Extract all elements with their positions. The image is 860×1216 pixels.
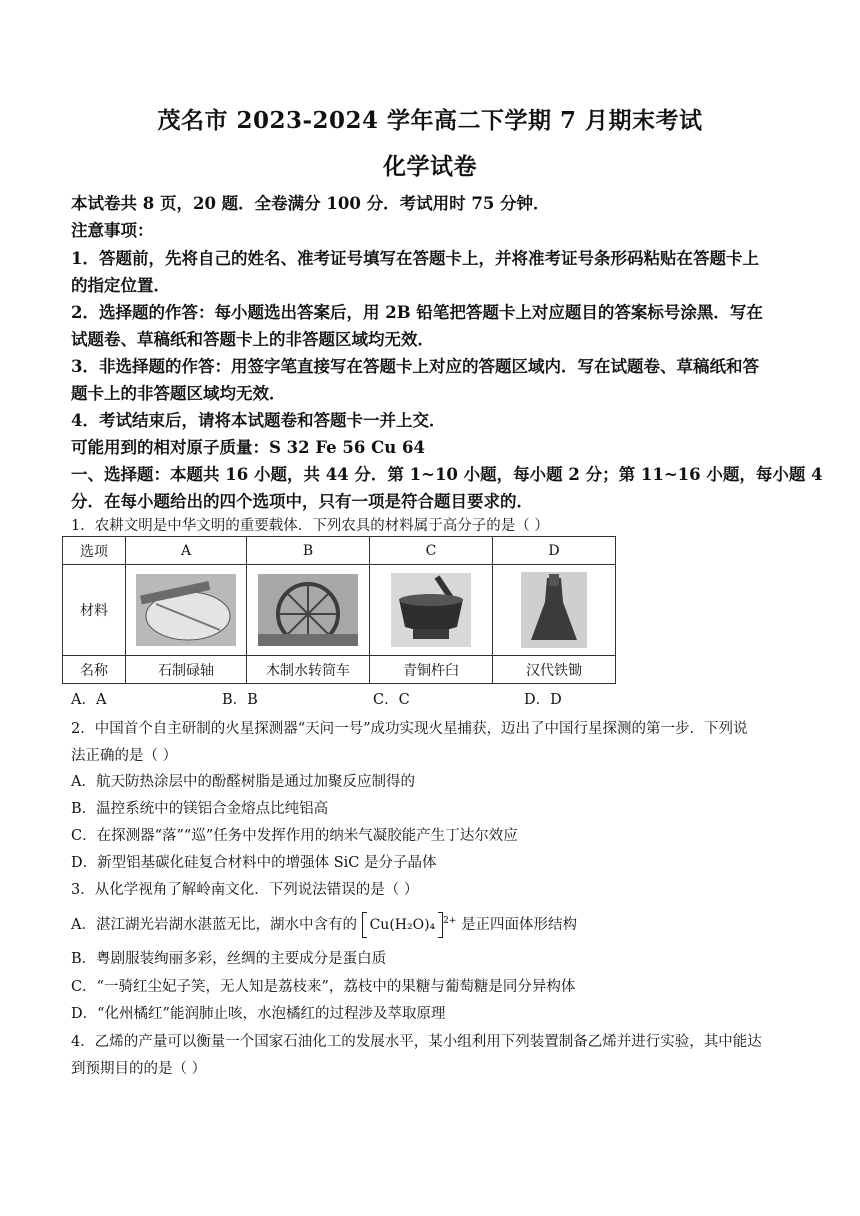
- table-cell: A: [126, 537, 247, 565]
- notice-heading: 注意事项：: [71, 221, 154, 240]
- question-1-options: [71, 688, 791, 708]
- notice-4: 4．考试结束后，请将本试题卷和答题卡一并上交．: [71, 411, 446, 430]
- question-4-stem-line-1: 4．乙烯的产量可以衡量一个国家石油化工的发展水平，某小组利用下列装置制备乙烯并进行实验，其中能达: [71, 1034, 762, 1050]
- notice-2-line-2: 试题卷、草稿纸和答题卡上的非答题区域均无效．: [71, 330, 434, 349]
- complex-ion-formula: Cu(H₂O)₄: [369, 916, 436, 933]
- question-2-option-d: D．新型铝基碳化硅复合材料中的增强体 SiC 是分子晶体: [71, 855, 437, 871]
- notice-3-line-2: 题卡上的非答题区域均无效．: [71, 384, 286, 403]
- page-subtitle: 化学试卷: [383, 153, 477, 180]
- option-c: C．C: [373, 692, 410, 708]
- table-cell: C: [370, 537, 493, 565]
- option-d: D．D: [524, 692, 562, 708]
- question-3-option-d: D．“化州橘红”能润肺止咳，水泡橘红的过程涉及萃取原理: [71, 1006, 446, 1022]
- notice-2-line-1: 2．选择题的作答：每小题选出答案后，用 2B 铅笔把答题卡上对应题目的答案标号涂黑．写在: [71, 303, 763, 322]
- question-3-stem: 3．从化学视角了解岭南文化．下列说法错误的是（ ）: [71, 882, 419, 898]
- left-bracket: [362, 912, 367, 938]
- question-2-stem-line-1: 2．中国首个自主研制的火星探测器“天问一号”成功实现火星捕获，迈出了中国行星探测的第一步．下列说: [71, 721, 748, 737]
- table-row: [63, 537, 616, 565]
- option-a-prefix: A．湛江湖光岩湖水湛蓝无比，湖水中含有的: [71, 916, 357, 933]
- question-4-stem-line-2: 到预期目的的是（ ）: [71, 1061, 207, 1077]
- question-2-stem-line-2: 法正确的是（ ）: [71, 748, 178, 764]
- option-a-suffix: 是正四面体形结构: [461, 916, 578, 933]
- question-3-option-b: B．粤剧服装绚丽多彩，丝绸的主要成分是蛋白质: [71, 951, 387, 967]
- atomic-masses: 可能用到的相对原子质量：S 32 Fe 56 Cu 64: [71, 438, 425, 457]
- table-cell: 材料: [63, 565, 126, 656]
- exam-summary: 本试卷共 8 页，20 题．全卷满分 100 分．考试用时 75 分钟．: [71, 194, 550, 213]
- table-cell: 石制碌轴: [126, 656, 247, 684]
- option-b: B．B: [222, 692, 258, 708]
- table-row: [63, 565, 616, 656]
- question-2-option-b: B．温控系统中的镁铝合金熔点比纯铝高: [71, 801, 329, 817]
- option-a: A．A: [71, 692, 107, 708]
- ion-charge: 2+: [443, 916, 457, 926]
- question-1-stem: 1．农耕文明是中华文明的重要载体．下列农具的材料属于高分子的是（ ）: [71, 518, 549, 534]
- table-cell: 木制水转筒车: [247, 656, 370, 684]
- question-3-option-c: C．“一骑红尘妃子笑，无人知是荔枝来”，荔枝中的果糖与葡萄糖是同分异构体: [71, 979, 576, 995]
- stone-roller-image: [136, 574, 236, 646]
- bronze-mortar-image: [391, 573, 471, 647]
- table-cell: 青铜杵臼: [370, 656, 493, 684]
- section-one-line-2: 分．在每小题给出的四个选项中，只有一项是符合题目要求的．: [71, 492, 533, 511]
- table-cell: [370, 565, 493, 656]
- table-cell: 名称: [63, 656, 126, 684]
- section-one-line-1: 一、选择题：本题共 16 小题，共 44 分．第 1~10 小题，每小题 2 分；第 11~16 小题，每小题 4: [71, 465, 823, 484]
- water-wheel-image: [258, 574, 358, 646]
- table-cell: [493, 565, 616, 656]
- iron-hoe-image: [521, 572, 587, 648]
- table-cell: 汉代铁锄: [493, 656, 616, 684]
- question-1-table: [62, 536, 616, 684]
- notice-3-line-1: 3．非选择题的作答：用签字笔直接写在答题卡上对应的答题区域内．写在试题卷、草稿纸和答: [71, 357, 759, 376]
- question-2-option-c: C．在探测器“落”“巡”任务中发挥作用的纳米气凝胶能产生丁达尔效应: [71, 828, 518, 844]
- table-row: [63, 656, 616, 684]
- notice-1-line-1: 1．答题前，先将自己的姓名、准考证号填写在答题卡上，并将准考证号条形码粘贴在答题卡上: [71, 249, 759, 268]
- table-cell: [247, 565, 370, 656]
- question-2-option-a: A．航天防热涂层中的酚醛树脂是通过加聚反应制得的: [71, 774, 415, 790]
- table-cell: B: [247, 537, 370, 565]
- table-cell: D: [493, 537, 616, 565]
- notice-1-line-2: 的指定位置．: [71, 276, 170, 295]
- table-cell: 选项: [63, 537, 126, 565]
- question-3-option-a: [71, 906, 791, 936]
- table-cell: [126, 565, 247, 656]
- page-title: 茂名市 2023-2024 学年高二下学期 7 月期末考试: [157, 107, 703, 134]
